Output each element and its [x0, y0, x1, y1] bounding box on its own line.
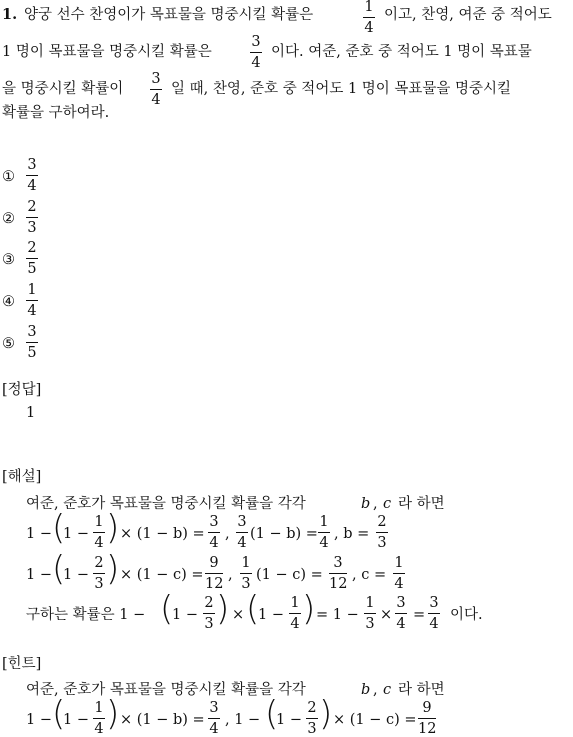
- eq2-sep2: , c =: [352, 567, 387, 583]
- eq1-fraction-2: [208, 515, 220, 550]
- eq2-inner-lead: 1 −: [63, 567, 89, 583]
- choice-3-mark[interactable]: ③: [2, 252, 15, 268]
- hint-eq1-lead: 1 −: [26, 712, 52, 728]
- eq3-fraction-3: [364, 596, 376, 631]
- fraction-denominator: 4: [319, 534, 329, 551]
- fraction-denominator: 4: [94, 534, 104, 551]
- fraction-denominator: 4: [94, 720, 104, 737]
- fraction-denominator: 3: [27, 219, 37, 236]
- fraction-numerator: 1: [319, 514, 329, 530]
- eq1-fraction-5: [376, 515, 388, 550]
- open-paren: (: [52, 508, 66, 548]
- hint-label: [힌트]: [2, 656, 42, 672]
- hint-eq1-mid2: × (1 − c) =: [333, 712, 417, 728]
- fraction-denominator: 3: [241, 575, 251, 592]
- fraction-denominator: 3: [94, 575, 104, 592]
- fraction-bar: [208, 532, 220, 533]
- hint-var-b: b: [361, 682, 371, 698]
- problem-line2-b: 이다. 여준, 준호 중 적어도 1 명이 목표물: [271, 44, 532, 60]
- fraction-numerator: 1: [290, 595, 300, 611]
- eq2-fraction-3: [240, 556, 252, 591]
- fraction-denominator: 12: [329, 575, 348, 592]
- eq3-times: ×: [232, 607, 245, 623]
- problem-fraction-2: [250, 35, 262, 70]
- fraction-bar: [428, 613, 440, 614]
- fraction-numerator: 1: [94, 514, 104, 530]
- fraction-denominator: 4: [394, 575, 404, 592]
- fraction-bar: [250, 52, 262, 53]
- close-paren: ): [302, 589, 316, 629]
- hint-line1-b: 라 하면: [398, 682, 445, 698]
- fraction-bar: [93, 718, 105, 719]
- problem-fraction-1: [363, 0, 375, 35]
- fraction-bar: [203, 613, 215, 614]
- explanation-var-b: b: [361, 496, 371, 512]
- fraction-numerator: 3: [27, 324, 37, 340]
- answer-label: [정답]: [2, 382, 42, 398]
- fraction-numerator: 2: [27, 199, 37, 215]
- eq2-mid: × (1 − c) =: [120, 567, 204, 583]
- fraction-numerator: 3: [237, 514, 247, 530]
- fraction-numerator: 1: [394, 555, 404, 571]
- problem-line4: 확률을 구하여라.: [2, 105, 110, 121]
- fraction-denominator: 3: [204, 615, 214, 632]
- fraction-bar: [240, 573, 252, 574]
- fraction-denominator: 4: [27, 302, 37, 319]
- eq3-lead: 구하는 확률은 1 −: [26, 607, 146, 623]
- choice-4-mark[interactable]: ④: [2, 294, 15, 310]
- choice-1-fraction[interactable]: [26, 158, 38, 193]
- fraction-denominator: 4: [290, 615, 300, 632]
- fraction-numerator: 1: [94, 700, 104, 716]
- eq3-tail: 이다.: [450, 607, 483, 623]
- eq2-fraction-2: [205, 556, 223, 591]
- hint-eq1-fraction-4: [418, 701, 436, 736]
- eq3-inner-lead-1: 1 −: [172, 607, 198, 623]
- fraction-numerator: 3: [429, 595, 439, 611]
- fraction-bar: [26, 175, 38, 176]
- fraction-numerator: 3: [209, 700, 219, 716]
- eq3-equals: =: [413, 607, 426, 623]
- eq3-times-2: ×: [380, 607, 393, 623]
- fraction-numerator: 2: [377, 514, 387, 530]
- fraction-denominator: 4: [364, 19, 374, 36]
- hint-comma: ,: [373, 682, 378, 698]
- problem-line1-b: 이고, 찬영, 여준 중 적어도: [384, 7, 552, 23]
- eq3-fraction-1: [203, 596, 215, 631]
- explanation-var-c: c: [383, 496, 392, 512]
- fraction-numerator: 3: [333, 555, 343, 571]
- eq2-lead: 1 −: [26, 567, 52, 583]
- fraction-denominator: 3: [377, 534, 387, 551]
- fraction-numerator: 1: [364, 0, 374, 15]
- fraction-numerator: 1: [365, 595, 375, 611]
- eq1-fraction-4: [318, 515, 330, 550]
- fraction-bar: [289, 613, 301, 614]
- fraction-numerator: 1: [27, 282, 37, 298]
- fraction-denominator: 3: [307, 720, 317, 737]
- eq2-sep: ,: [228, 567, 233, 583]
- open-paren: (: [52, 549, 66, 589]
- eq1-mid2: (1 − b) =: [250, 526, 318, 542]
- choice-5-mark[interactable]: ⑤: [2, 336, 15, 352]
- close-paren: ): [216, 589, 230, 629]
- explanation-line1-b: 라 하면: [398, 496, 445, 512]
- hint-eq1-sep: , 1 −: [225, 712, 261, 728]
- fraction-numerator: 2: [307, 700, 317, 716]
- choice-1-mark[interactable]: ①: [2, 169, 15, 185]
- hint-eq1-mid: × (1 − b) =: [120, 712, 205, 728]
- fraction-numerator: 9: [422, 700, 432, 716]
- fraction-bar: [26, 258, 38, 259]
- answer-value: 1: [26, 405, 36, 421]
- choice-2-fraction[interactable]: [26, 200, 38, 235]
- fraction-denominator: 12: [418, 720, 437, 737]
- eq1-fraction-3: [236, 515, 248, 550]
- eq1-inner-lead: 1 −: [63, 526, 89, 542]
- fraction-bar: [395, 613, 407, 614]
- open-paren: (: [246, 589, 260, 629]
- hint-eq1-inner-lead: 1 −: [63, 712, 89, 728]
- eq1-mid: × (1 − b) =: [120, 526, 205, 542]
- eq1-fraction-1: [93, 515, 105, 550]
- fraction-bar: [393, 573, 405, 574]
- fraction-bar: [418, 718, 436, 719]
- problem-line3-a: 을 명중시킬 확률이: [2, 81, 124, 97]
- fraction-bar: [150, 89, 162, 90]
- fraction-denominator: 4: [429, 615, 439, 632]
- open-paren: (: [52, 694, 66, 734]
- eq3-inner-lead-2: 1 −: [258, 607, 284, 623]
- fraction-bar: [93, 573, 105, 574]
- problem-line3-b: 일 때, 찬영, 준호 중 적어도 1 명이 목표물을 명중시킬: [171, 81, 512, 97]
- fraction-denominator: 4: [251, 54, 261, 71]
- explanation-label: [해설]: [2, 469, 42, 485]
- fraction-denominator: 5: [27, 344, 37, 361]
- explanation-line1-a: 여준, 준호가 목표물을 명중시킬 확률을 각각: [26, 496, 306, 512]
- close-paren: ): [319, 694, 333, 734]
- fraction-denominator: 3: [365, 615, 375, 632]
- fraction-numerator: 9: [209, 555, 219, 571]
- fraction-numerator: 1: [241, 555, 251, 571]
- fraction-numerator: 2: [27, 240, 37, 256]
- fraction-denominator: 4: [151, 91, 161, 108]
- problem-number: 1.: [2, 6, 18, 23]
- fraction-denominator: 4: [237, 534, 247, 551]
- fraction-bar: [363, 17, 375, 18]
- open-paren: (: [265, 694, 279, 734]
- eq2-fraction-1: [93, 556, 105, 591]
- open-paren: (: [160, 589, 174, 629]
- hint-var-c: c: [383, 682, 392, 698]
- fraction-numerator: 2: [204, 595, 214, 611]
- fraction-denominator: 4: [209, 534, 219, 551]
- hint-line1-a: 여준, 준호가 목표물을 명중시킬 확률을 각각: [26, 682, 306, 698]
- problem-line2-a: 1 명이 목표물을 명중시킬 확률은: [2, 44, 212, 60]
- fraction-bar: [208, 718, 220, 719]
- eq2-mid2: (1 − c) =: [256, 567, 323, 583]
- eq2-fraction-5: [393, 556, 405, 591]
- eq1-sep2: , b =: [334, 526, 370, 542]
- close-paren: ): [106, 508, 120, 548]
- fraction-bar: [376, 532, 388, 533]
- hint-eq1-fraction-2: [208, 701, 220, 736]
- hint-eq1-fraction-3: [306, 701, 318, 736]
- fraction-bar: [318, 532, 330, 533]
- hint-eq1-fraction-1: [93, 701, 105, 736]
- choice-3-fraction[interactable]: [26, 241, 38, 276]
- explanation-comma: ,: [373, 496, 378, 512]
- fraction-bar: [306, 718, 318, 719]
- eq2-fraction-4: [329, 556, 347, 591]
- choice-5-fraction[interactable]: [26, 325, 38, 360]
- choice-4-fraction[interactable]: [26, 283, 38, 318]
- eq3-fraction-2: [289, 596, 301, 631]
- fraction-bar: [236, 532, 248, 533]
- fraction-bar: [364, 613, 376, 614]
- choice-2-mark[interactable]: ②: [2, 211, 15, 227]
- problem-fraction-3: [150, 72, 162, 107]
- fraction-numerator: 3: [27, 157, 37, 173]
- eq3-fraction-5: [428, 596, 440, 631]
- fraction-denominator: 4: [27, 177, 37, 194]
- fraction-bar: [205, 573, 223, 574]
- fraction-denominator: 12: [205, 575, 224, 592]
- eq1-sep: ,: [225, 526, 230, 542]
- fraction-numerator: 3: [396, 595, 406, 611]
- fraction-numerator: 3: [209, 514, 219, 530]
- fraction-denominator: 5: [27, 260, 37, 277]
- fraction-numerator: 3: [251, 34, 261, 50]
- close-paren: ): [106, 694, 120, 734]
- hint-eq1-inner-lead-2: 1 −: [276, 712, 302, 728]
- problem-line1-a: 양궁 선수 찬영이가 목표물을 명중시킬 확률은: [24, 7, 314, 23]
- fraction-bar: [329, 573, 347, 574]
- eq3-mid: = 1 −: [316, 607, 359, 623]
- fraction-bar: [26, 300, 38, 301]
- fraction-numerator: 2: [94, 555, 104, 571]
- close-paren: ): [106, 549, 120, 589]
- eq3-fraction-4: [395, 596, 407, 631]
- fraction-denominator: 4: [396, 615, 406, 632]
- fraction-denominator: 4: [209, 720, 219, 737]
- eq1-lead: 1 −: [26, 526, 52, 542]
- fraction-numerator: 3: [151, 71, 161, 87]
- fraction-bar: [26, 342, 38, 343]
- fraction-bar: [93, 532, 105, 533]
- fraction-bar: [26, 217, 38, 218]
